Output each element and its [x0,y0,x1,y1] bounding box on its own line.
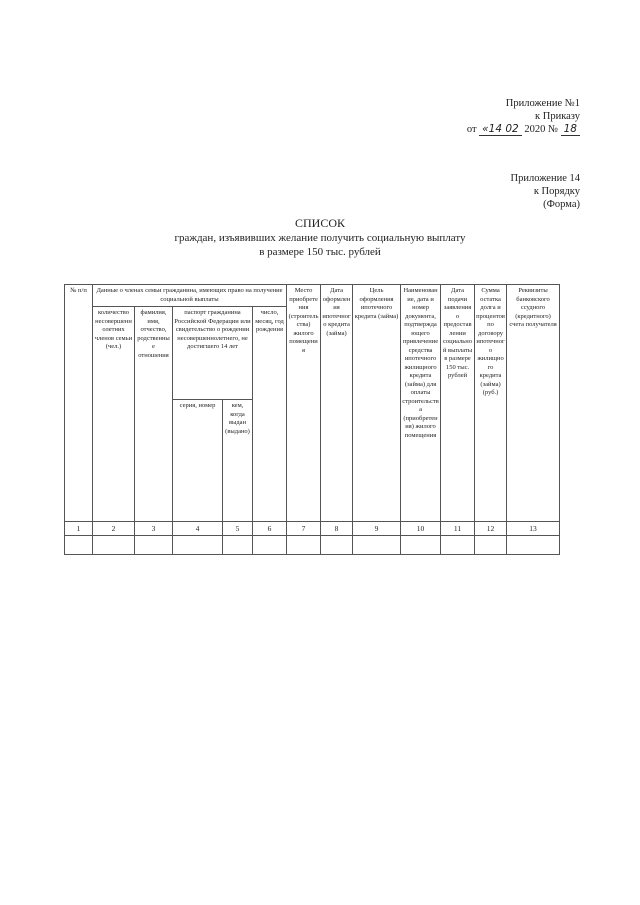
col-header-application-date: Дата подачи заявления о предоставлении социальной выплаты в размере 150 тыс. рублей [441,285,475,522]
handwritten-order-number: 18 [561,123,580,136]
column-number: 7 [287,522,321,536]
appendix-1-title: Приложение №1 [505,98,580,109]
empty-cell [353,536,401,555]
handwritten-date: «14 02 [479,123,522,136]
appendix-14-procedure-ref: к Порядку [533,186,580,197]
column-number: 8 [321,522,353,536]
empty-cell [507,536,560,555]
citizens-list-table [64,284,560,555]
column-number: 1 [65,522,93,536]
empty-cell [253,536,287,555]
empty-cell [135,536,173,555]
column-number: 6 [253,522,287,536]
document-subtitle-line2: в размере 150 тыс. рублей [259,246,381,258]
empty-cell [65,536,93,555]
empty-cell [401,536,441,555]
column-number: 4 [173,522,223,536]
header-row-1 [65,285,560,307]
col-header-issued-by: кем, когда выдан (выдано) [223,400,253,522]
empty-cell [93,536,135,555]
col-header-bank-details: Реквизиты банковского ссудного (кредитного) счета получателя [507,285,560,522]
column-number: 9 [353,522,401,536]
col-header-loan-date: Дата оформления ипотечного кредита (займа) [321,285,353,522]
appendix-1-date-line [467,123,580,136]
column-number: 10 [401,522,441,536]
column-number: 13 [507,522,560,536]
appendix-14-title: Приложение 14 [510,173,580,184]
col-header-minor-count: количество несовершеннолетних членов семьи (чел.) [93,307,135,522]
document-subtitle-line1: граждан, изъявивших желание получить социальную выплату [174,232,466,244]
column-number: 11 [441,522,475,536]
empty-cell [441,536,475,555]
col-header-document: Наименование, дата и номер документа, подтверждающего привлечение средства ипотечного жилищного кредита (займа) для оплаты строительства (приобретения) жилого помещения [401,285,441,522]
col-header-series-number: серия, номер [173,400,223,522]
order-number-label: № [547,124,558,135]
empty-cell [321,536,353,555]
appendix-14-header [511,172,580,211]
column-number: 3 [135,522,173,536]
column-numbers-row [65,522,560,536]
col-header-family-data: Данные о членах семьи гражданина, имеющих право на получение социальной выплаты [93,285,287,307]
col-header-number: № п/п [65,285,93,522]
col-header-birth-date: число, месяц, год рождения [253,307,287,522]
empty-cell [287,536,321,555]
empty-data-row [65,536,560,555]
empty-cell [475,536,507,555]
date-year: 2020 [524,124,546,135]
column-number: 12 [475,522,507,536]
appendix-14-form-label: (Форма) [543,199,580,210]
appendix-1-header [467,97,580,136]
empty-cell [173,536,223,555]
col-header-place: Место приобретения (строительства) жилого помещения [287,285,321,522]
appendix-1-order-ref: к Приказу [535,111,580,122]
col-header-purpose: Цель оформления ипотечного кредита (займа) [353,285,401,522]
date-prefix: от [466,124,477,135]
column-number: 5 [223,522,253,536]
document-title: СПИСОК [294,216,345,230]
column-number: 2 [93,522,135,536]
empty-cell [223,536,253,555]
col-header-debt-sum: Сумма остатка долга и процентов по договору ипотечного жилищного кредита (займа) (руб.) [475,285,507,522]
col-header-full-name: фамилия, имя, отчество, родственные отношения [135,307,173,522]
col-header-passport: паспорт гражданина Российской Федерации или свидетельство о рождении несовершеннолетнего, не достигшего 14 лет [173,307,253,400]
